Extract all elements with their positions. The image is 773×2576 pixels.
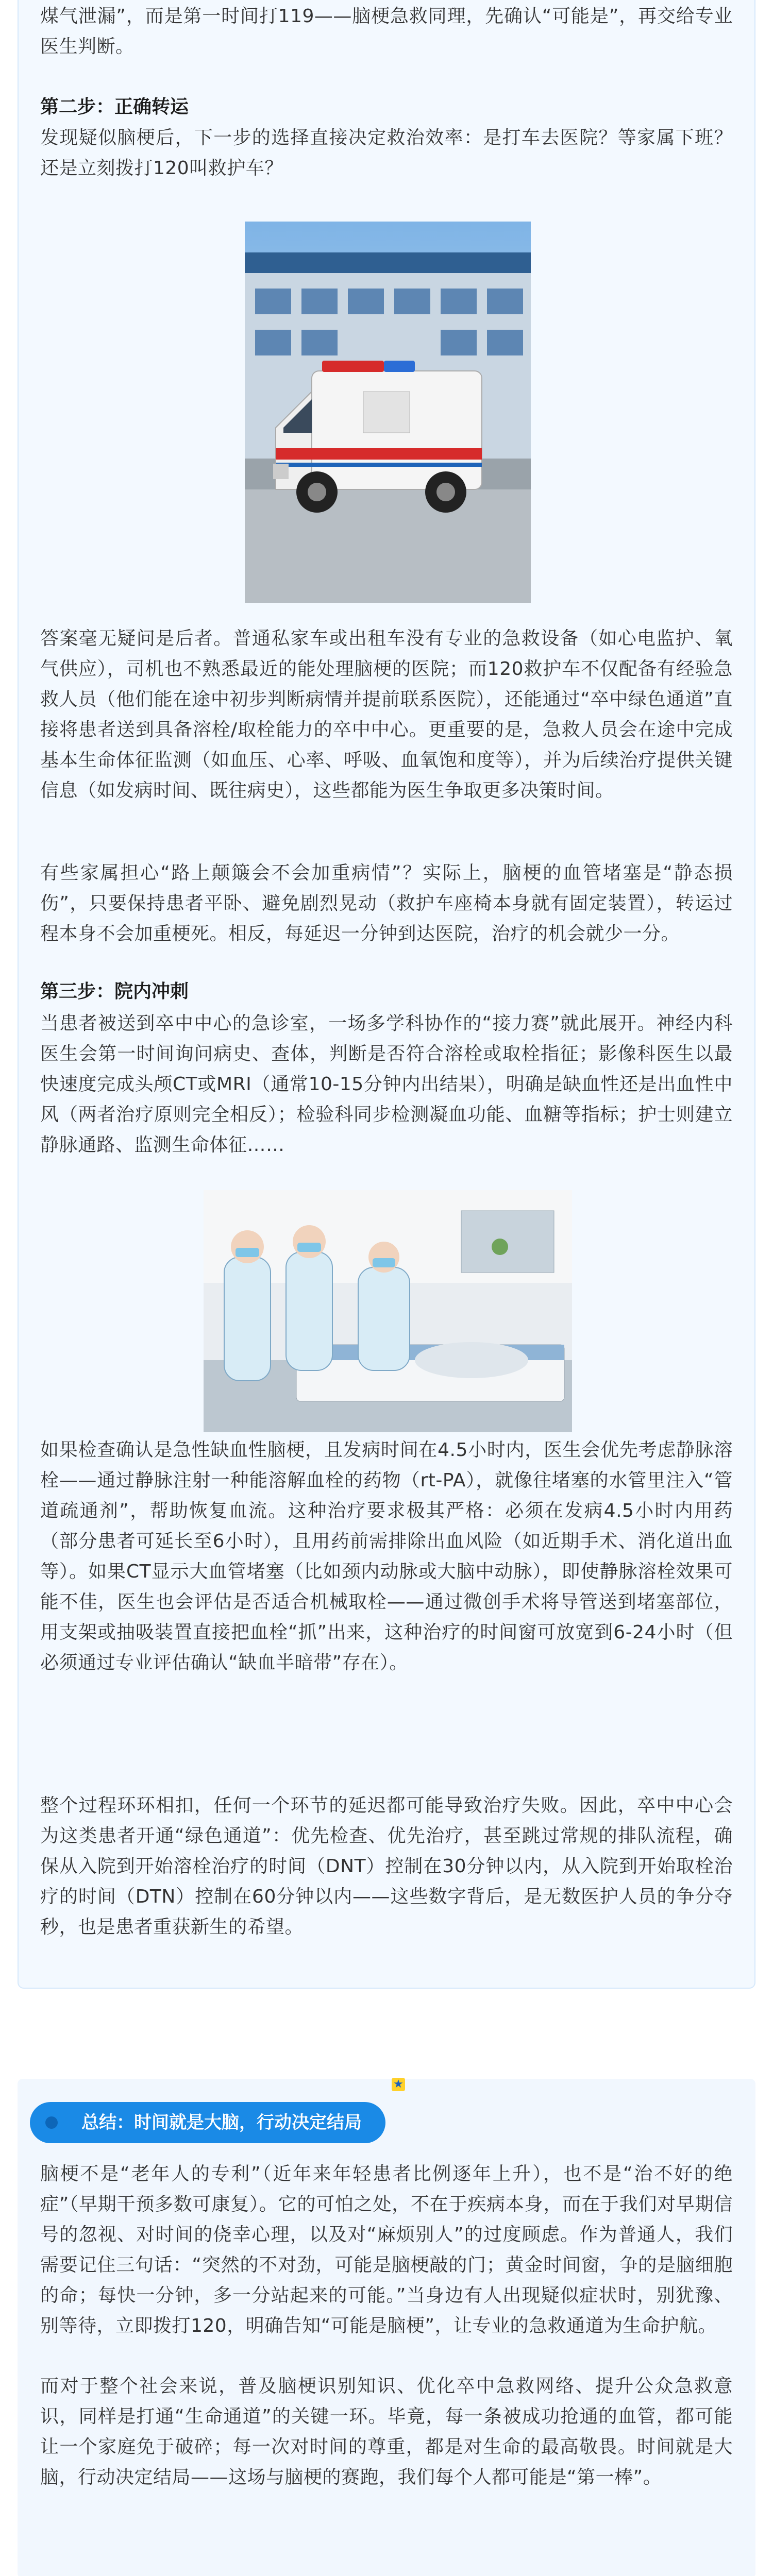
step2-paragraph-2: 答案毫无疑问是后者。普通私家车或出租车没有专业的急救设备（如心电监护、氧气供应），司机也不熟悉最近的能处理脑梗的医院；而120救护车不仅配备有经验急救人员（他们能在途中初步判断病情并提前联系医院），还能通过“卒中绿色通道”直接将患者送到具备溶栓/取栓能力的卒中中心。更重要的是，急救人员会在途中完成基本生命体征监测（如血压、心率、呼吸、血氧饱和度等），并为后续治疗提供关键信息（如发病时间、既往病史），这些都能为医生争取更多决策时间。: [40, 628, 733, 801]
step3-paragraph-2: 如果检查确认是急性缺血性脑梗，且发病时间在4.5小时内，医生会优先考虑静脉溶栓——通过静脉注射一种能溶解血栓的药物（rt-PA），就像往堵塞的水管里注入“管道疏通剂”，帮助恢复血流。这种治疗要求极其严格：必须在发病4.5小时内用药（部分患者可延长至6小时），且用药前需排除出血风险（如近期手术、消化道出血等）。如果CT显示大血管堵塞（比如颈内动脉或大脑中动脉），即使静脉溶栓效果可能不佳，医生也会评估是否适合机械取栓——通过微创手术将导管送到堵塞部位，用支架或抽吸装置直接把血栓“抓”出来，这种治疗的时间窗可放宽到6-24小时（但必须通过专业评估确认“缺血半暗带”存在）。: [40, 1439, 733, 1673]
step3-heading: 第三步：院内冲刺: [40, 981, 189, 1002]
summary-badge: 总结：时间就是大脑，行动决定结局: [30, 2102, 385, 2143]
star-icon: ★: [392, 2078, 405, 2091]
ambulance-photo: [245, 222, 531, 603]
summary-paragraph-1: 脑梗不是“老年人的专利”（近年来年轻患者比例逐年上升），也不是“治不好的绝症”（早期干预多数可康复）。它的可怕之处，不在于疾病本身，而在于我们对早期信号的忽视、对时间的侥幸心理，以及对“麻烦别人”的过度顾虑。作为普通人，我们需要记住三句话：“突然的不对劲，可能是脑梗敲的门；黄金时间窗，争的是脑细胞的命；每快一分钟，多一分站起来的可能。”当身边有人出现疑似症状时，别犹豫、别等待，立即拨打120，明确告知“可能是脑梗”，让专业的急救通道为生命护航。: [40, 2163, 733, 2336]
hospital-ward-photo: [204, 1190, 572, 1432]
step3-paragraph-1: 当患者被送到卒中中心的急诊室，一场多学科协作的“接力赛”就此展开。神经内科医生会第一时间询问病史、查体，判断是否符合溶栓或取栓指征；影像科医生以最快速度完成头颅CT或MRI（通常10-15分钟内出结果），明确是缺血性还是出血性中风（两者治疗原则完全相反）；检验科同步检测凝血功能、血糖等指标；护士则建立静脉通路、监测生命体征……: [40, 1013, 733, 1156]
summary-paragraph-2: 而对于整个社会来说，普及脑梗识别知识、优化卒中急救网络、提升公众急救意识，同样是打通“生命通道”的关键一环。毕竟，每一条被成功抢通的血管，都可能让一个家庭免于破碎；每一次对时间的尊重，都是对生命的最高敬畏。时间就是大脑，行动决定结局——这场与脑梗的赛跑，我们每个人都可能是“第一棒”。: [40, 2376, 733, 2488]
summary-body: [40, 2159, 733, 2493]
step3-paragraph-3: 整个过程环环相扣，任何一个环节的延迟都可能导致治疗失败。因此，卒中中心会为这类患者开通“绿色通道”：优先检查、优先治疗，甚至跳过常规的排队流程，确保从入院到开始溶栓治疗的时间（DNT）控制在30分钟以内，从入院到开始取栓治疗的时间（DTN）控制在60分钟以内——这些数字背后，是无数医护人员的争分夺秒，也是患者重获新生的希望。: [40, 1795, 733, 1938]
intro-paragraph: 煤气泄漏”，而是第一时间打119——脑梗急救同理，先确认“可能是”，再交给专业医生判断。: [40, 6, 733, 57]
step2-paragraph-1: 发现疑似脑梗后，下一步的选择直接决定救治效率：是打车去医院？等家属下班？还是立刻拨打120叫救护车？: [40, 127, 733, 179]
step2-heading: 第二步：正确转运: [40, 96, 189, 117]
step2-paragraph-3: 有些家属担心“路上颠簸会不会加重病情”？实际上，脑梗的血管堵塞是“静态损伤”，只要保持患者平卧、避免剧烈晃动（救护车座椅本身就有固定装置），转运过程本身不会加重梗死。相反，每延迟一分钟到达医院，治疗的机会就少一分。: [40, 862, 733, 944]
